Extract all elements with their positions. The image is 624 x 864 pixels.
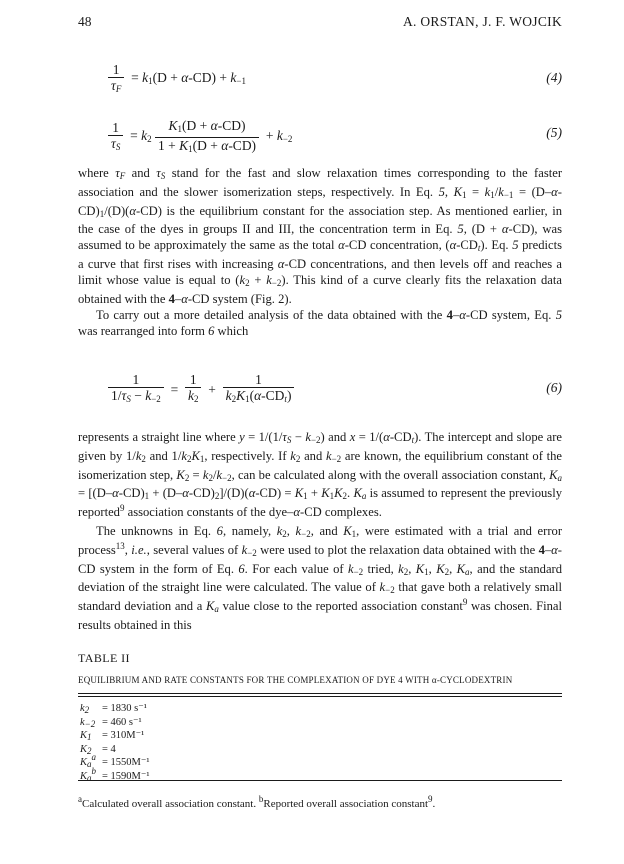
footnote-b: Reported overall association constant bbox=[263, 798, 429, 810]
page-number: 48 bbox=[78, 14, 92, 29]
table-footnotes: $^a$Calculated overall association constant. $^b$Reported overall association constant$^9$. bbox=[78, 794, 436, 810]
paragraph-rearrangement: To carry out a more detailed analysis of the data obtained with the 4–α-CD system, Eq. 5 was rearranged into form 6 which bbox=[78, 308, 563, 338]
running-head-authors: A. ORSTAN, J. F. WOJCIK bbox=[402, 14, 562, 29]
table-bottom-rule bbox=[78, 780, 562, 781]
table-top-rule bbox=[78, 693, 562, 694]
footnote-a: Calculated overall association constant. bbox=[82, 798, 257, 810]
table-row: $K_1 = 310M^{-1}$ bbox=[80, 730, 145, 743]
table-row: $K_a^a = 1550M^{-1}$ bbox=[80, 752, 150, 770]
table-top-rule-2 bbox=[78, 696, 562, 697]
equation-4-number: (4) bbox=[546, 70, 562, 85]
equation-6: $\frac{1}{1/\tau_S - k_{-2}}$ = $\frac{1}{k_2}$ + $\frac{1}{k_2K_1(\alpha-CD_t)}$ bbox=[108, 372, 294, 407]
table-label: TABLE II bbox=[78, 651, 130, 665]
equation-5-number: (5) bbox=[546, 125, 562, 140]
paragraph-relaxation-times: where $\tau_F$ and $\tau_S$ stand for the fast and slow relaxation times corresponding to the faster association and the slower isomerization steps, respectively. In Eq. 5, $K_1 = k_1/k_{-1} = (D-\alpha-CD)_1/(D)(\alpha-CD)$ is the equilibrium constant for the association step. As mentioned earlier, in the case of the dyes in groups II and III, the concentration term in Eq. 5, (D + α-CD), was assumed to be approximately the same as the total α-CD concentration, $(\alpha-CD_t)$. Eq. 5 predicts a curve that first rises with increasing α-CD concentrations, and then levels off and reaches a limit whose value is equal to $(k_2 + k_{-2})$. This kind of a curve clearly fits the relaxation data obtained with the 4–α-CD system (Fig. 2). bbox=[78, 166, 563, 306]
paragraph-straight-line: represents a straight line where $y = 1/(1/\tau_S - k_{-2})$ and $x = 1/(\alpha-CD_t)$. The intercept and slope are given by $1/k_2$ and $1/k_2K_1$, respectively. If $k_2$ and $k_{-2}$ are known, the equilibrium constant of the isomerization step, $K_2 = k_2/k_{-2}$, can be calculated along with the overall association constant, $K_a = [(D-\alpha-CD)_1 + (D-\alpha-CD)_2]/(D)(\alpha-CD) = K_1 + K_1K_2$. $K_a$ is assumed to represent the previously reported$^9$ association constants of the dye–α-CD complexes. bbox=[78, 430, 563, 520]
table-row: $K_a^b = 1590M^{-1}$ bbox=[80, 765, 150, 783]
table-row: $k_2 = 1830$ s⁻¹ bbox=[80, 703, 147, 715]
table-body bbox=[80, 703, 150, 785]
equation-4: $\frac{1}{\tau_F}$ = $k_1(D + \alpha-CD) + k_{-1}$ bbox=[108, 62, 246, 97]
equation-6-number: (6) bbox=[546, 380, 562, 395]
table-caption: EQUILIBRIUM AND RATE CONSTANTS FOR THE COMPLEXATION OF DYE 4 WITH α-CYCLODEXTRIN bbox=[78, 675, 513, 685]
paragraph-unknowns: The unknowns in Eq. 6, namely, $k_2$, $k_{-2}$, and $K_1$, were estimated with a trial and error process$^{13}$, i.e., several values of $k_{-2}$ were used to plot the relaxation data obtained with the 4–α-CD system in the form of Eq. 6. For each value of $k_{-2}$ tried, $k_2$, $K_1$, $K_2$, $K_a$, and the standard deviation of the straight line were calculated. The value of $k_{-2}$ that gave both a relatively small standard deviation and a $K_a$ value close to the reported association constant$^9$ was chosen. Final results obtained in this bbox=[78, 524, 563, 632]
table-row: $k_{-2} = 460$ s⁻¹ bbox=[80, 716, 142, 729]
page-header bbox=[78, 14, 562, 32]
table-row: $K_2 = 4$ bbox=[80, 743, 116, 756]
equation-5: $\frac{1}{\tau_S}$ = $k_2$ $\frac{K_1(D + \alpha-CD)}{1 + K_1(D + \alpha-CD)}$ + $k_{-2}$ bbox=[108, 118, 292, 157]
